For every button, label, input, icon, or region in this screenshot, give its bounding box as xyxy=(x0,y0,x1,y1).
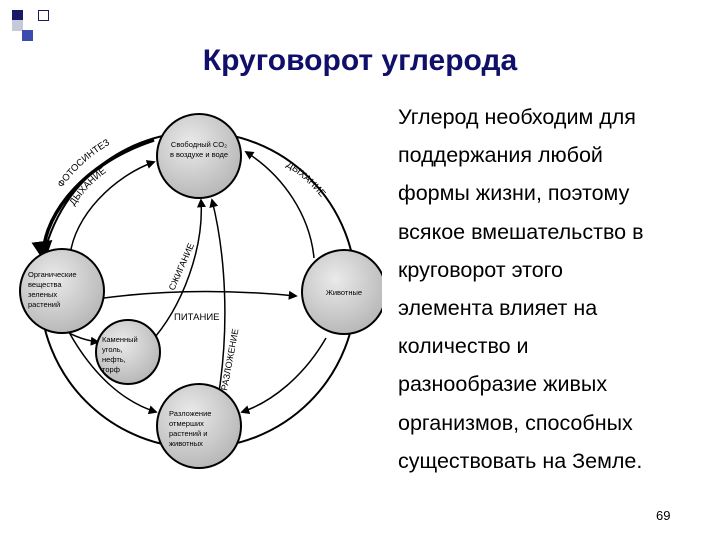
body-line: всякое вмешательство в xyxy=(398,219,644,244)
node-plants-line-2: вещества xyxy=(28,280,62,289)
node-co2-line-1: Свободный CO₂ xyxy=(170,140,228,149)
node-decomp-line-1: Разложение xyxy=(169,409,212,418)
node-fossil-line-3: нефть, xyxy=(102,355,126,364)
body-line: поддержания любой xyxy=(398,143,603,168)
node-decomp-line-4: животных xyxy=(169,439,203,448)
body-text xyxy=(398,98,708,480)
label-decay: РАЗЛОЖЕНИЕ xyxy=(219,327,241,392)
body-line: Углерод необходим для xyxy=(398,105,636,129)
node-plants-line-1: Органические xyxy=(28,270,77,279)
label-respiration-plants: ДЫХАНИЕ xyxy=(67,165,109,208)
body-line: существовать на Земле. xyxy=(398,448,643,473)
node-plants-line-3: зеленых xyxy=(28,290,58,299)
node-fossil-line-4: торф xyxy=(102,365,120,374)
node-plants-line-4: растений xyxy=(28,300,61,309)
body-line: формы жизни, поэтому xyxy=(398,181,630,206)
body-line: разнообразие живых xyxy=(398,372,608,397)
label-combustion: СЖИГАНИЕ xyxy=(166,241,197,292)
node-fossil xyxy=(96,320,160,384)
label-respiration-animals: ДЫХАНИЕ xyxy=(284,159,328,200)
corner-square-blue xyxy=(22,30,33,41)
body-line: круговорот этого xyxy=(398,257,563,282)
node-fossil-line-2: уголь, xyxy=(102,345,123,354)
node-co2 xyxy=(157,114,241,198)
corner-square-outline xyxy=(38,10,49,21)
node-decomp xyxy=(157,384,241,468)
node-animals xyxy=(302,250,382,334)
body-line: элемента влияет на xyxy=(398,295,598,320)
label-feeding: ПИТАНИЕ xyxy=(174,312,220,323)
page-number: 69 xyxy=(656,508,671,523)
feeding-arrow xyxy=(104,291,296,298)
node-plants xyxy=(20,249,104,333)
carbon-cycle-diagram xyxy=(14,106,382,480)
animals-to-decomp-arrow xyxy=(242,338,326,412)
slide-title: Круговорот углерода xyxy=(202,44,518,77)
node-animals-line-1: Животные xyxy=(325,288,363,297)
node-co2-line-2: в воздухе и воде xyxy=(169,150,229,159)
body-line: организмов, способных xyxy=(398,410,633,435)
animals-respiration-arrow xyxy=(246,152,314,258)
decay-arrow xyxy=(212,200,225,392)
label-photosynthesis: ФОТОСИНТЕЗ xyxy=(55,137,112,190)
node-fossil-line-1: Каменный xyxy=(102,335,138,344)
body-line: количество и xyxy=(398,334,529,359)
plants-respiration-arrow xyxy=(70,162,154,256)
node-decomp-line-2: отмерших xyxy=(169,419,204,428)
node-decomp-line-3: растений и xyxy=(169,429,208,438)
